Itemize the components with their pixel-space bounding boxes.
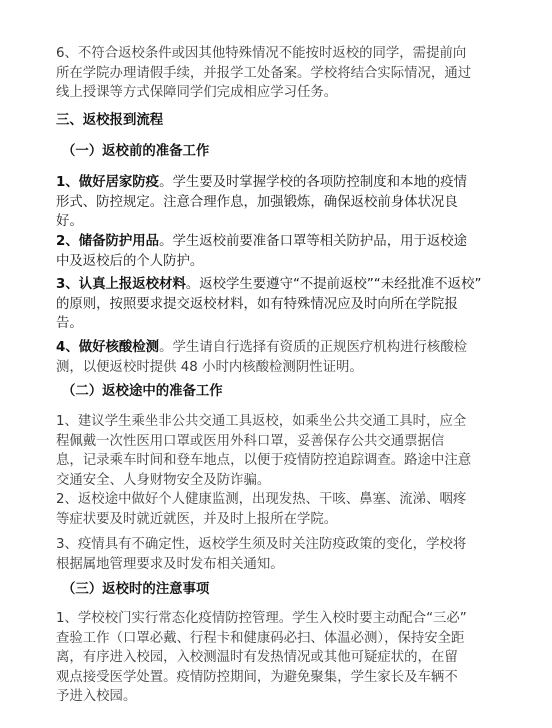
- item-text: 。学生返校前要准备口罩等相关防护品，用于返校途: [159, 234, 468, 249]
- item-lead: 3、认真上报返校材料: [56, 277, 186, 292]
- paragraph-trip-1: [56, 412, 508, 490]
- text-line: 告。: [56, 316, 83, 332]
- text-line: 线上授课等方式保障同学们完成相应学习任务。: [56, 85, 338, 101]
- text-line: 观点接受医学处置。疫情防控期间，为避免聚集，学生家长及车辆不: [56, 669, 458, 685]
- text-line: [56, 232, 508, 252]
- text-line: 3、疫情具有不确定性，返校学生须及时关注防疫政策的变化，学校将: [56, 537, 467, 552]
- text-line: 程佩戴一次性医用口罩或医用外科口罩，妥善保存公共交通票据信: [56, 433, 445, 449]
- text-line: [56, 173, 508, 193]
- item-lead: 2、储备防护用品: [56, 234, 160, 249]
- subheading-on-arrival: （三）返校时的注意事项: [62, 582, 210, 597]
- text-line: 测，以便返校时提供 48 小时内核酸检测阴性证明。: [56, 359, 363, 375]
- paragraph-home-prevention: [56, 173, 508, 232]
- text-line: 交通安全、人身财物安全及防诈骗。: [56, 472, 271, 488]
- paragraph-item-6: [56, 44, 508, 103]
- text-line: 1、学校校门实行常态化疫情防控管理。学生入校时要主动配合“三必”: [56, 611, 467, 626]
- text-line: 予进入校园。: [56, 689, 137, 705]
- text-line: 查验工作（口罩必戴、行程卡和健康码必扫、体温必测），保持安全距: [56, 630, 465, 646]
- text-line: 2、返校途中做好个人健康监测，出现发热、干咳、鼻塞、流涕、咽疼: [56, 492, 467, 507]
- text-line: 的原则，按照要求提交返校材料，如有特殊情况应及时向所在学院报: [56, 296, 458, 312]
- text-line: 1、建议学生乘坐非公共交通工具返校，如乘坐公共交通工具时，应全: [56, 414, 467, 429]
- item-text: 。返校学生要遵守“不提前返校”“未经批准不返校”: [185, 277, 482, 292]
- paragraph-trip-2: [56, 490, 508, 529]
- section-heading-3: 三、返校报到流程: [56, 113, 164, 128]
- paragraph-nucleic-test: [56, 338, 508, 377]
- paragraph-arrival-1: [56, 609, 508, 707]
- text-line: 等症状要及时就近就医，并及时上报所在学院。: [56, 511, 338, 527]
- item-text: 。学生要及时掌握学校的各项防控制度和本地的疫情: [159, 175, 468, 190]
- text-line: 离，有序进入校园，入校测温时有发热情况或其他可疑症状的，在留: [56, 650, 458, 666]
- subheading-before-return: （一）返校前的准备工作: [62, 144, 210, 159]
- item-lead: 4、做好核酸检测: [56, 340, 160, 355]
- text-line: [56, 338, 508, 358]
- text-line: 好。: [56, 214, 83, 230]
- text-line: 6、不符合返校条件或因其他特殊情况不能按时返校的同学，需提前向: [56, 46, 467, 61]
- text-line: [56, 275, 508, 295]
- subheading-during-trip: （二）返校途中的准备工作: [62, 384, 223, 399]
- paragraph-submit-materials: [56, 275, 508, 334]
- text-line: 根据属地管理要求及时发布相关通知。: [56, 556, 284, 572]
- item-text: 。学生请自行选择有资质的正规医疗机构进行核酸检: [159, 340, 468, 355]
- paragraph-trip-3: [56, 535, 508, 574]
- text-line: 所在学院办理请假手续，并报学工处备案。学校将结合实际情况，通过: [56, 65, 472, 81]
- text-line: 息，记录乘车时间和登车地点，以便于疫情防控追踪调查。路途中注意: [56, 453, 472, 469]
- text-line: 中及返校后的个人防护。: [56, 253, 204, 269]
- text-line: 形式、防控规定。注意合理作息，加强锻炼，确保返校前身体状况良: [56, 194, 458, 210]
- item-lead: 1、做好居家防疫: [56, 175, 160, 190]
- paragraph-protective-supplies: [56, 232, 508, 271]
